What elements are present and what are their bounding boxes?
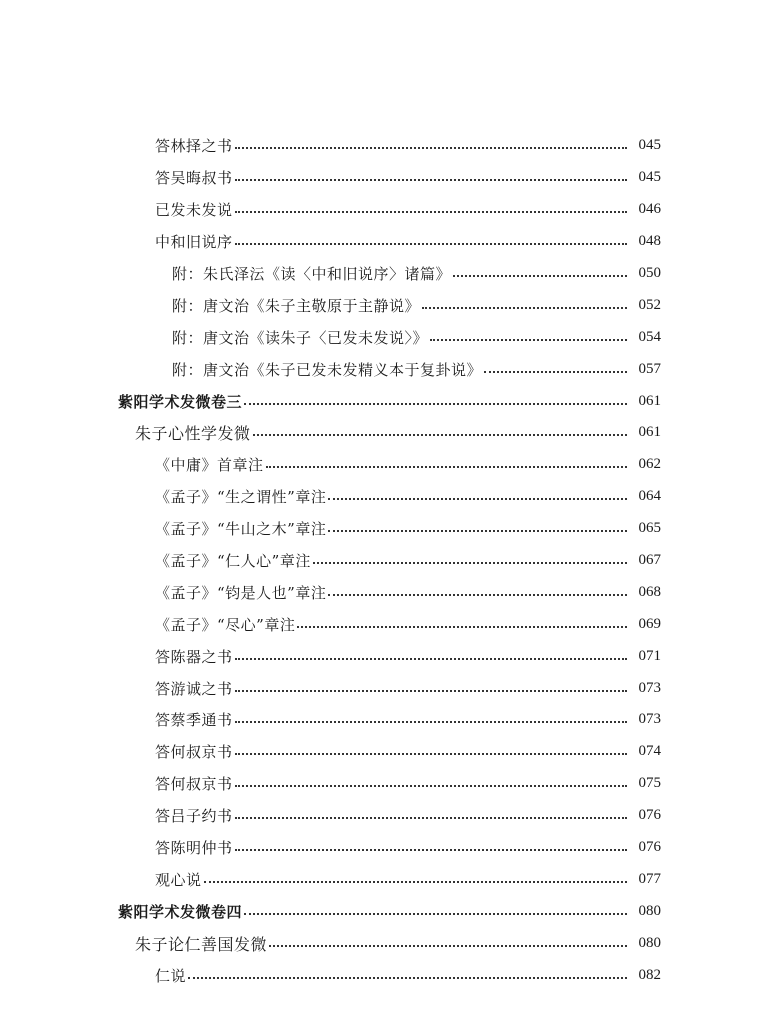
toc-entry[interactable] [0, 226, 661, 258]
toc-page-number: 048 [638, 233, 661, 250]
dot-leader [235, 816, 627, 819]
toc-page-number: 077 [638, 870, 661, 887]
toc-entry[interactable] [0, 353, 661, 385]
dot-leader [266, 465, 627, 468]
toc-entry-title: 朱子心性学发微 [135, 424, 251, 444]
toc-entry-title: 仁说 [155, 966, 187, 985]
dot-leader [235, 848, 627, 851]
toc-page-number: 080 [638, 934, 661, 951]
toc-entry-title: 《孟子》“尽心”章注 [155, 615, 296, 634]
toc-page-number: 045 [638, 169, 661, 186]
toc-entry-title: 紫阳学术发微卷三 [118, 392, 243, 411]
toc-page-number: 057 [638, 360, 661, 377]
toc-page-number: 068 [638, 583, 661, 600]
toc-page-number: 046 [638, 201, 661, 218]
toc-entry[interactable] [0, 672, 661, 704]
toc-page-number: 065 [638, 520, 661, 537]
toc-entry-title: 附：朱氏泽沄《读〈中和旧说序〉诸篇》 [172, 265, 452, 283]
toc-page-number: 064 [638, 488, 661, 505]
toc-page-number: 062 [638, 456, 661, 473]
toc-entry-title: 已发未发说 [155, 201, 233, 220]
toc-entry-title: 答陈器之书 [155, 647, 233, 666]
toc-entry[interactable] [0, 576, 661, 608]
table-of-contents [0, 130, 779, 991]
toc-page-number: 080 [638, 902, 661, 919]
toc-page-number: 075 [638, 775, 661, 792]
toc-entry[interactable] [0, 863, 661, 895]
dot-leader [328, 497, 627, 500]
dot-leader [235, 178, 627, 181]
toc-entry[interactable] [0, 640, 661, 672]
toc-entry-title: 答陈明仲书 [155, 839, 233, 858]
dot-leader [235, 720, 627, 723]
dot-leader [453, 274, 627, 277]
dot-leader [244, 402, 627, 405]
toc-entry-title: 答何叔京书 [155, 743, 233, 762]
dot-leader [204, 880, 627, 883]
toc-page-number: 067 [638, 552, 661, 569]
toc-page-number: 045 [638, 137, 661, 154]
dot-leader [235, 752, 627, 755]
toc-entry-title: 紫阳学术发微卷四 [118, 902, 243, 921]
toc-page-number: 074 [638, 743, 661, 760]
toc-entry-title: 《孟子》“钧是人也”章注 [155, 583, 327, 602]
toc-page-number: 050 [638, 265, 661, 281]
dot-leader [235, 784, 627, 787]
toc-section-heading[interactable] [0, 417, 661, 449]
toc-entry-title: 答林择之书 [155, 137, 233, 156]
toc-page-number: 061 [638, 424, 661, 441]
dot-leader [235, 657, 627, 660]
toc-entry-title: 《孟子》“生之谓性”章注 [155, 488, 327, 507]
toc-entry-title: 观心说 [155, 870, 202, 889]
toc-page-number: 061 [638, 392, 661, 409]
toc-page-number: 054 [638, 328, 661, 345]
toc-entry[interactable] [0, 289, 661, 321]
dot-leader [297, 625, 627, 628]
dot-leader [328, 529, 627, 532]
toc-entry[interactable] [0, 704, 661, 736]
toc-entry[interactable] [0, 608, 661, 640]
dot-leader [253, 433, 627, 436]
toc-entry[interactable] [0, 449, 661, 481]
toc-entry[interactable] [0, 258, 661, 290]
toc-entry-title: 答吴晦叔书 [155, 169, 233, 188]
dot-leader [269, 944, 627, 947]
toc-entry[interactable] [0, 959, 661, 991]
toc-page-number: 052 [638, 296, 661, 313]
dot-leader [422, 306, 627, 309]
dot-leader [484, 370, 627, 373]
toc-entry[interactable] [0, 194, 661, 226]
toc-entry-title: 附：唐文治《朱子已发未发精义本于复卦说》 [172, 360, 483, 379]
toc-section-heading[interactable] [0, 927, 661, 959]
toc-entry-title: 答蔡季通书 [155, 711, 233, 730]
dot-leader [313, 561, 627, 564]
dot-leader [235, 210, 627, 213]
toc-entry[interactable] [0, 513, 661, 545]
toc-entry[interactable] [0, 481, 661, 513]
toc-entry[interactable] [0, 832, 661, 864]
toc-page-number: 076 [638, 807, 661, 824]
toc-entry[interactable] [0, 321, 661, 353]
toc-volume-heading[interactable] [0, 385, 661, 417]
dot-leader [430, 338, 627, 341]
toc-page-number: 071 [638, 647, 661, 664]
toc-entry-title: 答游诚之书 [155, 679, 233, 698]
toc-entry-title: 《中庸》首章注 [155, 456, 264, 475]
toc-entry[interactable] [0, 545, 661, 577]
toc-entry-title: 中和旧说序 [155, 233, 233, 252]
toc-entry-title: 答吕子约书 [155, 807, 233, 826]
toc-entry-title: 附：唐文治《读朱子〈已发未发说〉》 [172, 328, 429, 347]
toc-entry[interactable] [0, 768, 661, 800]
dot-leader [328, 593, 627, 596]
toc-entry-title: 附：唐文治《朱子主敬原于主静说》 [172, 296, 421, 315]
toc-entry[interactable] [0, 736, 661, 768]
toc-page-number: 069 [638, 615, 661, 632]
toc-volume-heading[interactable] [0, 895, 661, 927]
dot-leader [188, 976, 627, 979]
dot-leader [244, 912, 627, 915]
dot-leader [235, 689, 627, 692]
toc-entry-title: 朱子论仁善国发微 [135, 934, 268, 954]
toc-entry-title: 《孟子》“牛山之木”章注 [155, 520, 327, 539]
toc-entry-title: 答何叔京书 [155, 775, 233, 794]
toc-entry[interactable] [0, 800, 661, 832]
toc-page-number: 073 [638, 679, 661, 696]
toc-entry[interactable] [0, 162, 661, 194]
toc-entry-title: 《孟子》“仁人心”章注 [155, 552, 311, 571]
dot-leader [235, 146, 627, 149]
toc-page-number: 076 [638, 839, 661, 856]
toc-entry[interactable] [0, 130, 661, 162]
toc-page-number: 073 [638, 711, 661, 728]
dot-leader [235, 242, 627, 245]
toc-page-number: 082 [638, 966, 661, 983]
